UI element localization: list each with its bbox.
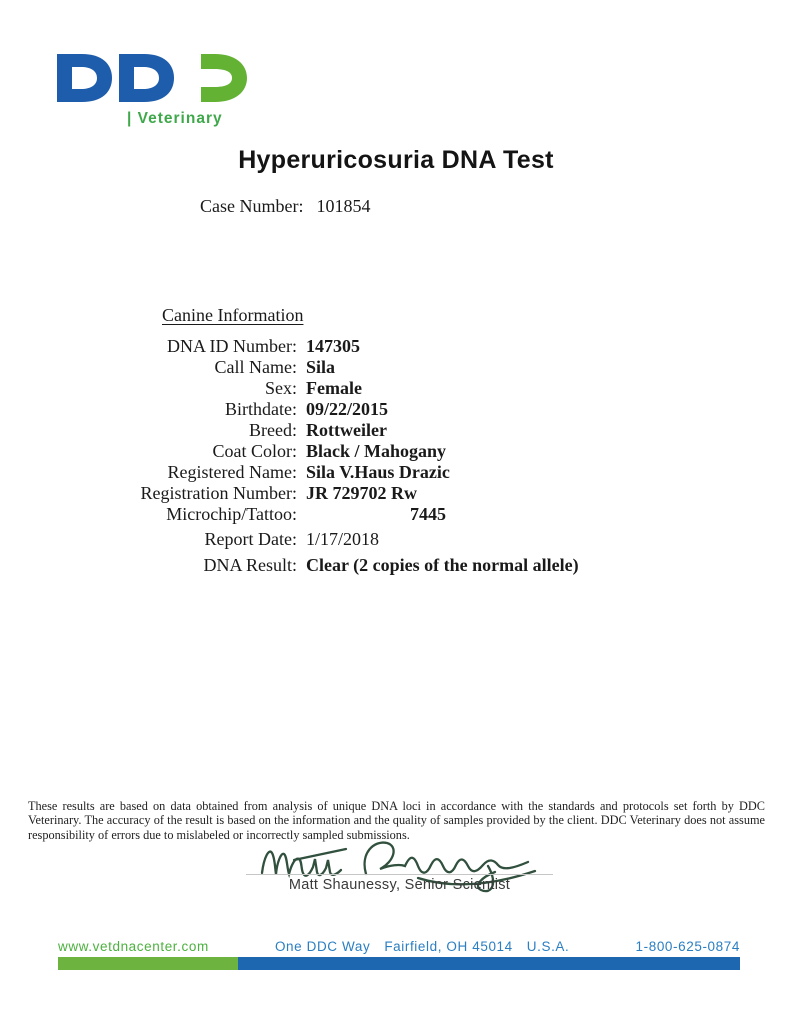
- footer-bar-green-segment: [58, 957, 238, 970]
- footer-color-bar: [58, 957, 740, 970]
- footer-contact-row: [58, 939, 740, 954]
- field-value: 147305: [306, 336, 360, 356]
- footer-address: [275, 939, 569, 954]
- field-value: 7445: [410, 504, 446, 524]
- field-value: JR 729702 Rw: [306, 483, 417, 503]
- field-row-sex: [0, 378, 792, 399]
- field-row-dna-id: [0, 336, 792, 357]
- signer-name: Matt Shaunessy, Senior Scientist: [288, 877, 511, 893]
- dna-result-row: [0, 555, 792, 576]
- field-label: Coat Color:: [212, 441, 297, 461]
- signature-line: [246, 874, 553, 875]
- field-label: DNA ID Number:: [167, 336, 297, 356]
- field-value: Sila V.Haus Drazic: [306, 462, 450, 482]
- case-number-value: 101854: [316, 196, 371, 216]
- footer-address-city: Fairfield, OH 45014: [384, 939, 513, 954]
- field-value: Black / Mahogany: [306, 441, 447, 461]
- field-value: Sila: [306, 357, 336, 377]
- footer-phone: 1-800-625-0874: [635, 939, 740, 954]
- ddc-logo-letters-icon: [57, 53, 257, 103]
- footer-bar-blue-segment: [238, 957, 740, 970]
- case-number-row: [200, 196, 370, 217]
- field-value: 09/22/2015: [306, 399, 389, 419]
- footer-address-street: One DDC Way: [274, 939, 371, 954]
- logo-tagline: | Veterinary: [127, 110, 223, 127]
- section-heading-canine-information: Canine Information: [162, 305, 304, 325]
- field-value: Female: [306, 378, 362, 398]
- footer-website: www.vetdnacenter.com: [58, 939, 209, 954]
- field-label: Breed:: [249, 420, 297, 440]
- case-number-label: Case Number:: [200, 196, 304, 216]
- field-row-registration-number: [0, 483, 792, 504]
- disclaimer-text: These results are based on data obtained from analysis of unique DNA loci in accordance with the standards and protocols set forth by DDC Veterinary. The accuracy of the result is based on the information and the quality of samples provided by the client. DDC Veterinary does not assume responsibility of errors due to mislabeled or incorrectly sampled submissions.: [28, 799, 765, 842]
- dna-result-label: DNA Result:: [203, 555, 297, 575]
- field-value: Rottweiler: [306, 420, 387, 440]
- field-row-microchip-tattoo: [0, 504, 792, 525]
- field-label: Registered Name:: [167, 462, 297, 482]
- field-row-breed: [0, 420, 792, 441]
- field-label: Registration Number:: [140, 483, 297, 503]
- field-row-call-name: [0, 357, 792, 378]
- report-date-value: 1/17/2018: [306, 529, 380, 549]
- report-date-row: [0, 529, 792, 550]
- field-label: Sex:: [264, 378, 297, 398]
- footer-address-country: U.S.A.: [526, 939, 570, 954]
- field-row-birthdate: [0, 399, 792, 420]
- ddc-logo: [57, 53, 257, 128]
- dna-result-value: Clear (2 copies of the normal allele): [306, 555, 579, 575]
- report-date-label: Report Date:: [204, 529, 297, 549]
- field-label: Birthdate:: [225, 399, 297, 419]
- field-row-coat-color: [0, 441, 792, 462]
- field-label: Microchip/Tattoo:: [166, 504, 297, 524]
- field-label: Call Name:: [214, 357, 297, 377]
- field-row-registered-name: [0, 462, 792, 483]
- page-title: Hyperuricosuria DNA Test: [238, 146, 554, 174]
- canine-information-fields: [0, 336, 792, 525]
